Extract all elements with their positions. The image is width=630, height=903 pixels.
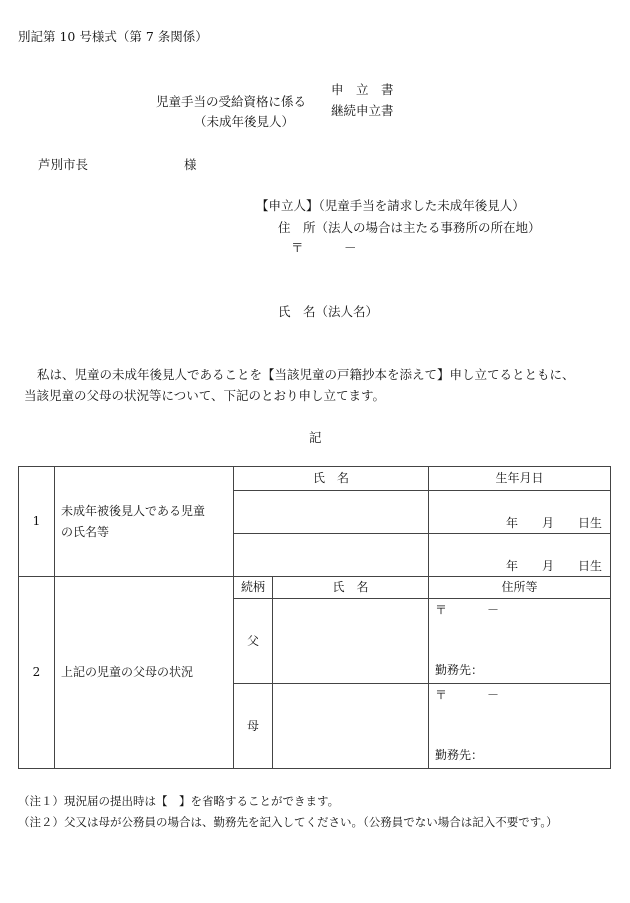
statement-line2: 当該児童の父母の状況等について、下記のとおり申し立てます。 [24, 388, 386, 403]
row2-header-address: 住所等 [429, 577, 611, 599]
row1-number: 1 [19, 467, 55, 577]
row1-header-birth: 生年月日 [429, 467, 611, 491]
row1-label-line2: の氏名等 [61, 524, 110, 539]
details-table [18, 466, 611, 769]
row1-child2-birth-format: 年 月 日生 [506, 558, 603, 573]
title-option-continuation: 継続申立書 [331, 103, 394, 118]
row1-child1-birth-cell[interactable] [429, 491, 611, 534]
row1-child2-birth-cell[interactable] [429, 534, 611, 577]
row1-child2-name-cell[interactable] [234, 534, 429, 577]
applicant-postal-mark: 〒 [291, 240, 304, 255]
applicant-postal-dash: － [344, 240, 357, 255]
addressee-honorific: 様 [184, 157, 197, 172]
row2-father-postal-mark: 〒 [435, 603, 448, 617]
addressee-mayor: 芦別市長 [38, 157, 89, 172]
row1-label-line1: 未成年被後見人である児童 [61, 504, 206, 519]
applicant-label: 【申立人】（児童手当を請求した未成年後見人） [256, 198, 525, 213]
form-number: 別記第 10 号様式（第 7 条関係） [18, 29, 208, 44]
row2-number: 2 [19, 577, 55, 769]
row2-father-name-cell[interactable] [273, 599, 429, 684]
ki-heading: 記 [309, 430, 322, 445]
title-option-application: 申 立 書 [331, 82, 394, 97]
title-line2: （未成年後見人） [194, 114, 295, 129]
row1-child1-birth-format: 年 月 日生 [506, 515, 603, 530]
row2-father-postal-dash: － [487, 603, 500, 617]
note-1: （注１）現況届の提出時は【 】を省略することができます。 [18, 794, 340, 808]
row2-mother-address-cell[interactable] [429, 684, 611, 769]
row1-header-name: 氏 名 [234, 467, 429, 491]
row2-label: 上記の児童の父母の状況 [55, 577, 234, 769]
row2-mother-workplace-label: 勤務先： [435, 748, 484, 762]
applicant-address-label: 住 所（法人の場合は主たる事務所の所在地） [278, 220, 541, 235]
row2-mother-postal-dash: － [487, 688, 500, 702]
row2-header-name: 氏 名 [273, 577, 429, 599]
row1-child1-name-cell[interactable] [234, 491, 429, 534]
applicant-name-label: 氏 名（法人名） [278, 304, 379, 319]
title-line1: 児童手当の受給資格に係る [156, 94, 307, 109]
statement-line1: 私は、児童の未成年後見人であることを【当該児童の戸籍抄本を添えて】申し立てるとともに、 [37, 367, 575, 382]
note-2: （注２）父又は母が公務員の場合は、勤務先を記入してください。（公務員でない場合は記入不要です。） [18, 815, 558, 829]
row2-father-address-cell[interactable] [429, 599, 611, 684]
row2-father-workplace-label: 勤務先： [435, 663, 484, 677]
row2-mother-name-cell[interactable] [273, 684, 429, 769]
row1-label [55, 467, 234, 577]
row2-header-relation: 続柄 [234, 577, 273, 599]
row2-mother-label: 母 [234, 684, 273, 769]
row2-mother-postal-mark: 〒 [435, 688, 448, 702]
row2-father-label: 父 [234, 599, 273, 684]
